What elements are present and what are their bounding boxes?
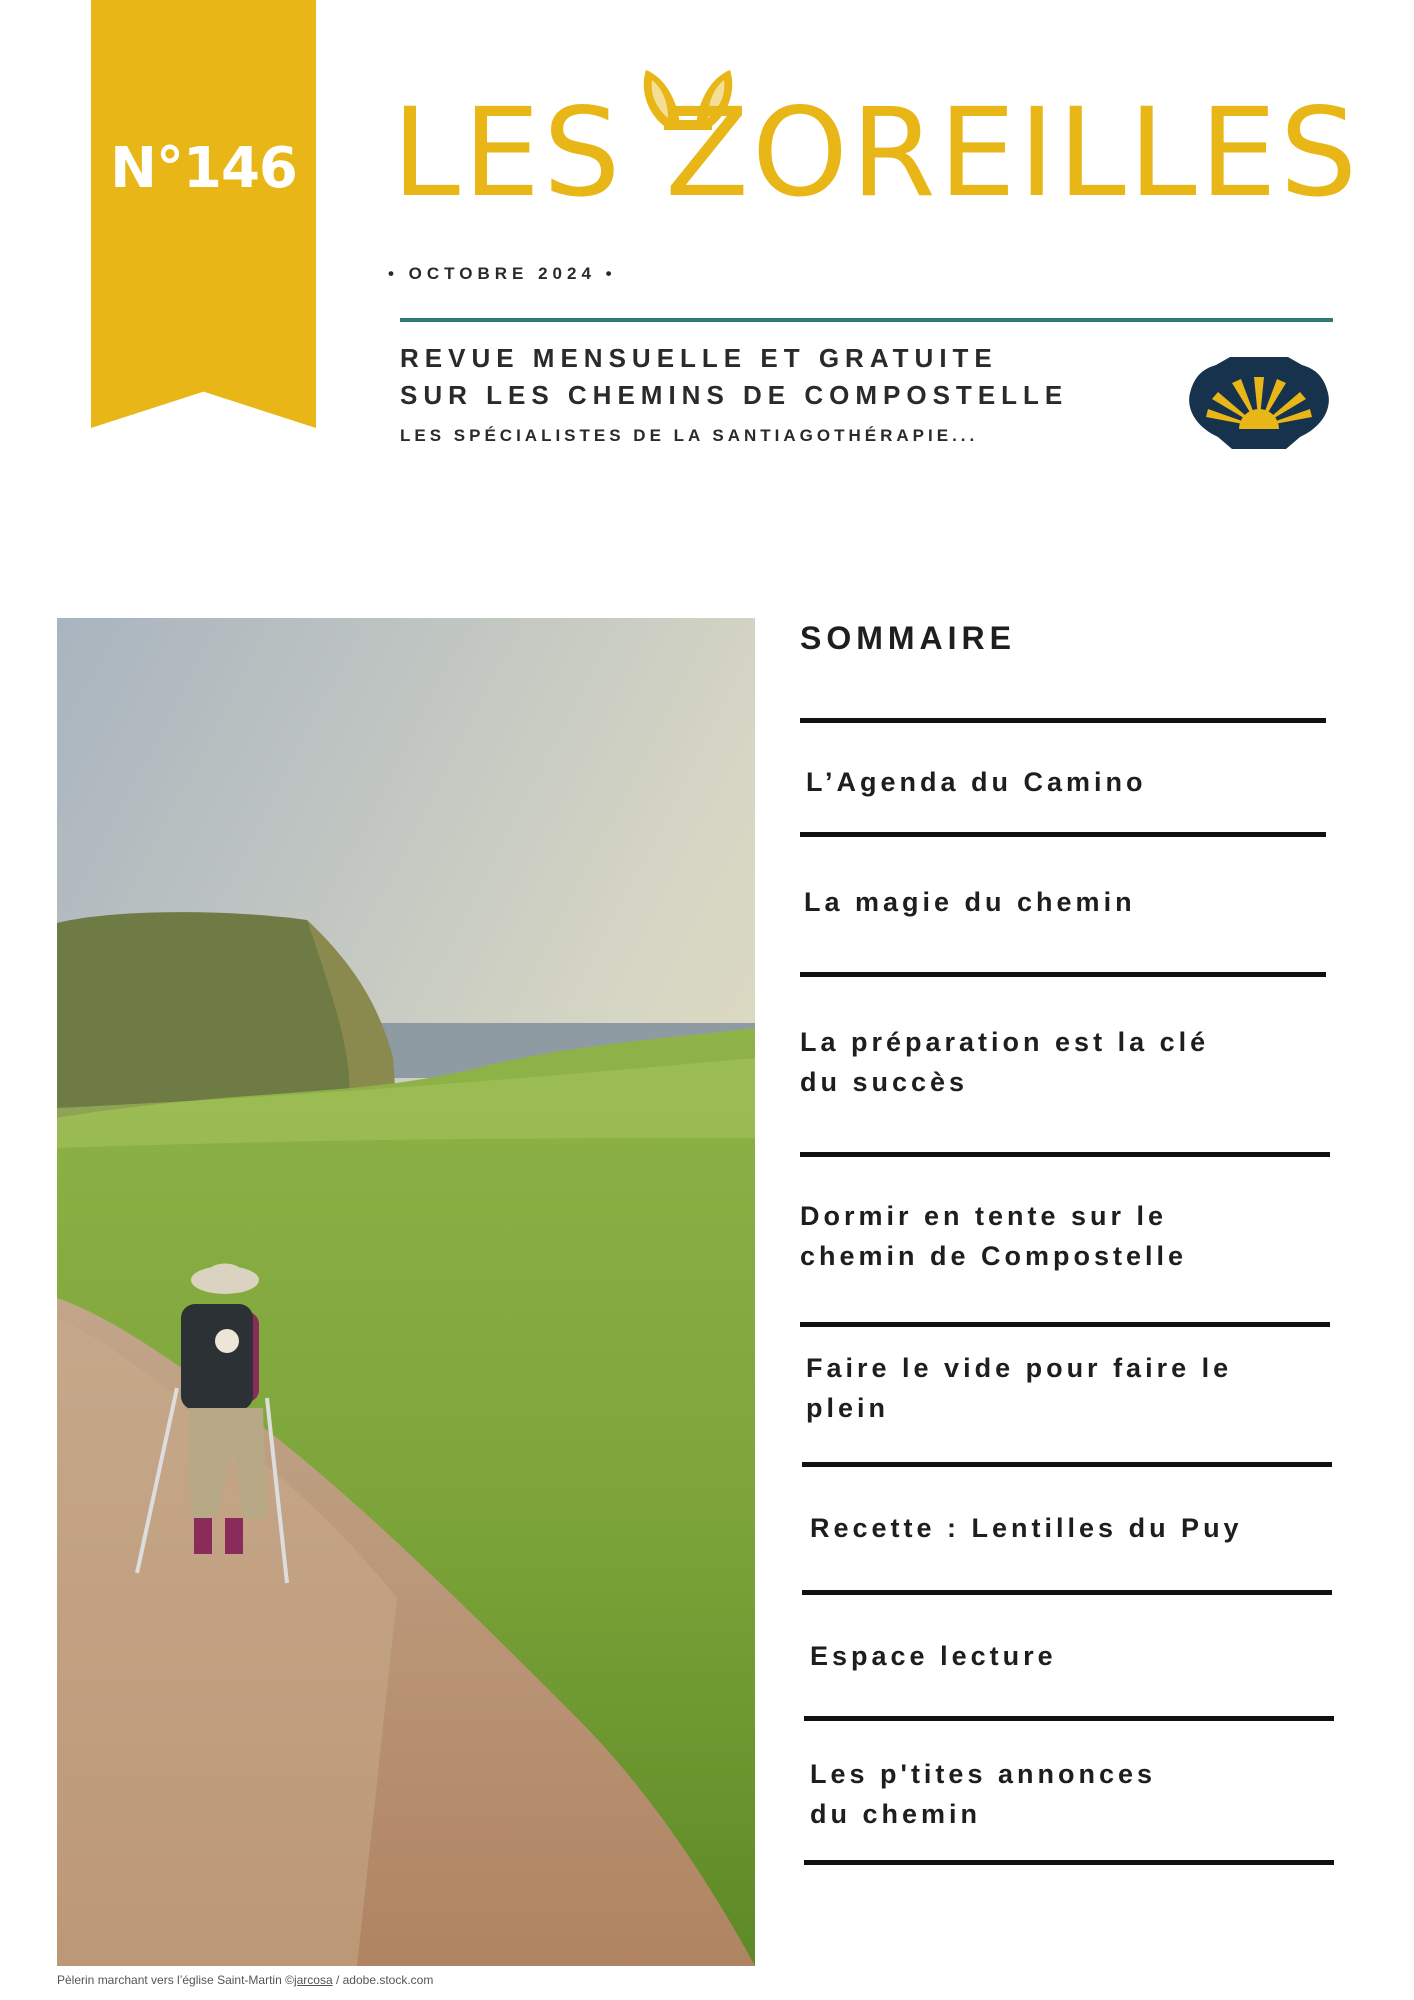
toc-item-agenda[interactable] xyxy=(806,762,1147,802)
toc-item-annonces[interactable] xyxy=(810,1754,1156,1834)
toc-divider xyxy=(804,1860,1334,1865)
toc-item-line: Les p'tites annonces xyxy=(810,1759,1156,1789)
toc-item-tente[interactable] xyxy=(800,1196,1187,1276)
photo-caption xyxy=(57,1973,433,1987)
caption-source: / adobe.stock.com xyxy=(332,1973,434,1987)
magazine-title: LES ZOREILLES xyxy=(392,82,1361,224)
toc-item-line: Espace lecture xyxy=(810,1641,1057,1671)
toc-divider xyxy=(800,832,1326,837)
toc-item-line: du succès xyxy=(800,1067,969,1097)
toc-item-line: du chemin xyxy=(810,1799,982,1829)
toc-item-line: Dormir en tente sur le xyxy=(800,1201,1168,1231)
toc-item-line: La préparation est la clé xyxy=(800,1027,1210,1057)
issue-date: • OCTOBRE 2024 • xyxy=(388,264,617,283)
toc-divider xyxy=(802,1590,1332,1595)
toc-divider xyxy=(802,1462,1332,1467)
sommaire-title: SOMMAIRE xyxy=(800,620,1016,656)
toc-divider xyxy=(800,718,1326,723)
subtitle-line-2: SUR LES CHEMINS DE COMPOSTELLE xyxy=(400,380,1069,410)
toc-item-preparation[interactable] xyxy=(800,1022,1209,1102)
toc-item-line: Recette : Lentilles du Puy xyxy=(810,1513,1243,1543)
toc-item-magie[interactable] xyxy=(804,882,1136,922)
toc-item-line: plein xyxy=(806,1393,890,1423)
scallop-shell-icon xyxy=(1186,355,1332,455)
toc-item-vide[interactable] xyxy=(806,1348,1232,1428)
cover-photo-pilgrim xyxy=(57,618,755,1966)
header-divider xyxy=(400,318,1333,322)
subtitle-line-1: REVUE MENSUELLE ET GRATUITE xyxy=(400,343,998,373)
toc-divider xyxy=(800,1152,1330,1157)
toc-divider xyxy=(800,1322,1330,1327)
toc-divider xyxy=(800,972,1326,977)
toc-item-line: L’Agenda du Camino xyxy=(806,767,1147,797)
magazine-subtitle xyxy=(400,340,1068,414)
toc-item-line: La magie du chemin xyxy=(804,887,1136,917)
toc-item-line: Faire le vide pour faire le xyxy=(806,1353,1233,1383)
photo-credit-link[interactable]: jarcosa xyxy=(293,1973,333,1987)
toc-item-lecture[interactable] xyxy=(810,1636,1057,1676)
toc-item-recette[interactable] xyxy=(810,1508,1243,1548)
magazine-tagline: LES SPÉCIALISTES DE LA SANTIAGOTHÉRAPIE... xyxy=(400,426,979,445)
toc-divider xyxy=(804,1716,1334,1721)
caption-text: Pèlerin marchant vers l’église Saint-Martin © xyxy=(57,1973,294,1987)
issue-ribbon xyxy=(91,0,316,428)
toc-item-line: chemin de Compostelle xyxy=(800,1241,1188,1271)
issue-number: N°146 xyxy=(110,136,297,201)
